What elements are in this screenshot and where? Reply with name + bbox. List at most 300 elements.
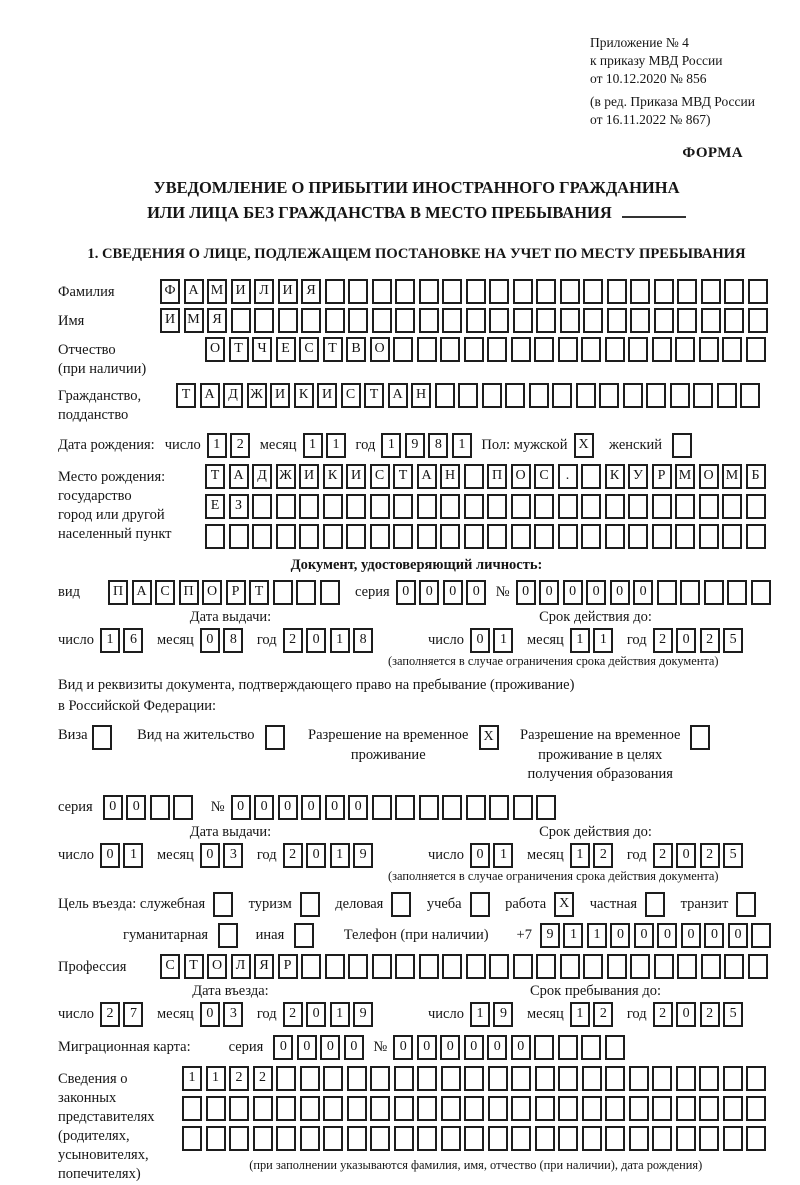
char-cell[interactable]: [205, 524, 225, 549]
char-cell[interactable]: [605, 494, 625, 519]
char-cell[interactable]: [442, 954, 462, 979]
char-cell[interactable]: 2: [700, 1002, 720, 1027]
purpose-business-checkbox[interactable]: [391, 892, 415, 917]
char-cell[interactable]: [300, 1126, 320, 1151]
char-cell[interactable]: 0: [200, 628, 220, 653]
char-cell[interactable]: [372, 954, 392, 979]
char-cell[interactable]: [417, 1126, 437, 1151]
char-cell[interactable]: [722, 524, 742, 549]
char-cell[interactable]: [536, 279, 556, 304]
char-cell[interactable]: [746, 1096, 766, 1121]
char-cell[interactable]: 2: [100, 1002, 120, 1027]
char-cell[interactable]: 0: [634, 923, 654, 948]
char-cell[interactable]: 9: [353, 1002, 373, 1027]
char-cell[interactable]: [470, 892, 490, 917]
char-cell[interactable]: 0: [470, 843, 490, 868]
char-cell[interactable]: [417, 1066, 437, 1091]
char-cell[interactable]: [511, 1066, 531, 1091]
char-cell[interactable]: 0: [470, 628, 490, 653]
char-cell[interactable]: [581, 464, 601, 489]
char-cell[interactable]: [276, 524, 296, 549]
char-cell[interactable]: [419, 279, 439, 304]
char-cell[interactable]: О: [699, 464, 719, 489]
char-cell[interactable]: И: [317, 383, 337, 408]
char-cell[interactable]: И: [231, 279, 251, 304]
char-cell[interactable]: [746, 494, 766, 519]
purpose-study-checkbox[interactable]: [470, 892, 494, 917]
char-cell[interactable]: X: [479, 725, 499, 750]
char-cell[interactable]: 5: [723, 628, 743, 653]
char-cell[interactable]: [751, 923, 771, 948]
char-cell[interactable]: [576, 383, 596, 408]
char-cell[interactable]: А: [417, 464, 437, 489]
char-cell[interactable]: [582, 1096, 602, 1121]
char-cell[interactable]: [323, 1126, 343, 1151]
char-cell[interactable]: Т: [229, 337, 249, 362]
char-cell[interactable]: 2: [283, 843, 303, 868]
char-cell[interactable]: [723, 1066, 743, 1091]
char-cell[interactable]: 0: [443, 580, 463, 605]
char-cell[interactable]: [273, 580, 293, 605]
char-cell[interactable]: [442, 795, 462, 820]
char-cell[interactable]: [654, 279, 674, 304]
char-cell[interactable]: [675, 494, 695, 519]
char-cell[interactable]: [607, 954, 627, 979]
char-cell[interactable]: О: [202, 580, 222, 605]
char-cell[interactable]: [581, 1035, 601, 1060]
char-cell[interactable]: [458, 383, 478, 408]
char-cell[interactable]: 9: [540, 923, 560, 948]
char-cell[interactable]: 0: [586, 580, 606, 605]
char-cell[interactable]: 0: [306, 843, 326, 868]
char-cell[interactable]: Е: [276, 337, 296, 362]
char-cell[interactable]: М: [722, 464, 742, 489]
char-cell[interactable]: 0: [100, 843, 120, 868]
char-cell[interactable]: [487, 337, 507, 362]
char-cell[interactable]: 0: [231, 795, 251, 820]
char-cell[interactable]: П: [108, 580, 128, 605]
char-cell[interactable]: [393, 494, 413, 519]
char-cell[interactable]: М: [184, 308, 204, 333]
char-cell[interactable]: .: [558, 464, 578, 489]
entry-day-boxes[interactable]: [100, 1002, 147, 1027]
char-cell[interactable]: [740, 383, 760, 408]
profession-boxes[interactable]: [160, 954, 771, 979]
purpose-work-checkbox[interactable]: [554, 892, 578, 917]
char-cell[interactable]: [393, 337, 413, 362]
permit-issue-year-boxes[interactable]: [283, 843, 377, 868]
char-cell[interactable]: [487, 524, 507, 549]
char-cell[interactable]: [723, 1126, 743, 1151]
char-cell[interactable]: [581, 494, 601, 519]
char-cell[interactable]: [630, 308, 650, 333]
char-cell[interactable]: [276, 494, 296, 519]
char-cell[interactable]: А: [200, 383, 220, 408]
char-cell[interactable]: [372, 795, 392, 820]
char-cell[interactable]: [276, 1126, 296, 1151]
char-cell[interactable]: [417, 337, 437, 362]
char-cell[interactable]: А: [388, 383, 408, 408]
char-cell[interactable]: 0: [306, 1002, 326, 1027]
char-cell[interactable]: [701, 308, 721, 333]
char-cell[interactable]: [466, 279, 486, 304]
char-cell[interactable]: Д: [223, 383, 243, 408]
char-cell[interactable]: [325, 954, 345, 979]
char-cell[interactable]: 0: [103, 795, 123, 820]
purpose-official-checkbox[interactable]: [213, 892, 237, 917]
char-cell[interactable]: [511, 1126, 531, 1151]
char-cell[interactable]: [581, 524, 601, 549]
char-cell[interactable]: 2: [230, 433, 250, 458]
char-cell[interactable]: [346, 524, 366, 549]
char-cell[interactable]: 0: [325, 795, 345, 820]
char-cell[interactable]: Р: [226, 580, 246, 605]
char-cell[interactable]: 2: [653, 843, 673, 868]
char-cell[interactable]: [391, 892, 411, 917]
char-cell[interactable]: [628, 337, 648, 362]
birth-day-boxes[interactable]: [207, 433, 254, 458]
char-cell[interactable]: Р: [652, 464, 672, 489]
char-cell[interactable]: 2: [283, 1002, 303, 1027]
char-cell[interactable]: [482, 383, 502, 408]
purpose-transit-checkbox[interactable]: [736, 892, 760, 917]
char-cell[interactable]: [717, 383, 737, 408]
char-cell[interactable]: [323, 494, 343, 519]
char-cell[interactable]: [672, 433, 692, 458]
char-cell[interactable]: 1: [587, 923, 607, 948]
char-cell[interactable]: С: [155, 580, 175, 605]
char-cell[interactable]: [370, 524, 390, 549]
char-cell[interactable]: [347, 1066, 367, 1091]
char-cell[interactable]: [552, 383, 572, 408]
char-cell[interactable]: 0: [464, 1035, 484, 1060]
char-cell[interactable]: [536, 795, 556, 820]
char-cell[interactable]: [213, 892, 233, 917]
char-cell[interactable]: [347, 1096, 367, 1121]
char-cell[interactable]: [581, 337, 601, 362]
id-issue-year-boxes[interactable]: [283, 628, 377, 653]
doc-type-boxes[interactable]: [108, 580, 343, 605]
mc-series-boxes[interactable]: [273, 1035, 367, 1060]
char-cell[interactable]: [529, 383, 549, 408]
char-cell[interactable]: [605, 337, 625, 362]
char-cell[interactable]: [704, 580, 724, 605]
char-cell[interactable]: Т: [176, 383, 196, 408]
char-cell[interactable]: У: [628, 464, 648, 489]
purpose-tourism-checkbox[interactable]: [300, 892, 324, 917]
surname-boxes[interactable]: [160, 279, 771, 304]
char-cell[interactable]: [489, 954, 509, 979]
char-cell[interactable]: [488, 1066, 508, 1091]
legal-reps-boxes-2[interactable]: [182, 1096, 770, 1121]
char-cell[interactable]: [699, 1126, 719, 1151]
char-cell[interactable]: [464, 464, 484, 489]
char-cell[interactable]: [701, 954, 721, 979]
id-valid-year-boxes[interactable]: [653, 628, 747, 653]
char-cell[interactable]: [677, 279, 697, 304]
char-cell[interactable]: 0: [273, 1035, 293, 1060]
char-cell[interactable]: [675, 524, 695, 549]
char-cell[interactable]: [511, 494, 531, 519]
char-cell[interactable]: [646, 383, 666, 408]
char-cell[interactable]: [440, 337, 460, 362]
char-cell[interactable]: 1: [493, 628, 513, 653]
given-name-boxes[interactable]: [160, 308, 771, 333]
purpose-other-checkbox[interactable]: [294, 923, 318, 948]
char-cell[interactable]: С: [534, 464, 554, 489]
char-cell[interactable]: [394, 1066, 414, 1091]
permit-valid-year-boxes[interactable]: [653, 843, 747, 868]
char-cell[interactable]: 0: [320, 1035, 340, 1060]
char-cell[interactable]: 0: [200, 843, 220, 868]
char-cell[interactable]: [300, 1096, 320, 1121]
char-cell[interactable]: 1: [570, 843, 590, 868]
char-cell[interactable]: 2: [283, 628, 303, 653]
char-cell[interactable]: 1: [452, 433, 472, 458]
char-cell[interactable]: 1: [123, 843, 143, 868]
char-cell[interactable]: [628, 494, 648, 519]
char-cell[interactable]: 2: [593, 843, 613, 868]
char-cell[interactable]: 0: [297, 1035, 317, 1060]
char-cell[interactable]: [206, 1096, 226, 1121]
permit-issue-month-boxes[interactable]: [200, 843, 247, 868]
char-cell[interactable]: [605, 524, 625, 549]
char-cell[interactable]: [323, 1066, 343, 1091]
char-cell[interactable]: [417, 494, 437, 519]
char-cell[interactable]: [628, 524, 648, 549]
char-cell[interactable]: [558, 1126, 578, 1151]
char-cell[interactable]: [560, 954, 580, 979]
char-cell[interactable]: [511, 1096, 531, 1121]
char-cell[interactable]: Ф: [160, 279, 180, 304]
char-cell[interactable]: [724, 954, 744, 979]
char-cell[interactable]: 0: [728, 923, 748, 948]
char-cell[interactable]: 0: [344, 1035, 364, 1060]
char-cell[interactable]: [746, 1126, 766, 1151]
char-cell[interactable]: К: [294, 383, 314, 408]
char-cell[interactable]: 0: [254, 795, 274, 820]
char-cell[interactable]: [252, 494, 272, 519]
char-cell[interactable]: [629, 1126, 649, 1151]
char-cell[interactable]: [513, 308, 533, 333]
char-cell[interactable]: 0: [440, 1035, 460, 1060]
permit-valid-month-boxes[interactable]: [570, 843, 617, 868]
char-cell[interactable]: [464, 524, 484, 549]
char-cell[interactable]: [583, 308, 603, 333]
char-cell[interactable]: О: [511, 464, 531, 489]
char-cell[interactable]: [440, 494, 460, 519]
char-cell[interactable]: А: [229, 464, 249, 489]
char-cell[interactable]: И: [160, 308, 180, 333]
char-cell[interactable]: 1: [207, 433, 227, 458]
char-cell[interactable]: 1: [330, 1002, 350, 1027]
char-cell[interactable]: [278, 308, 298, 333]
char-cell[interactable]: 1: [100, 628, 120, 653]
char-cell[interactable]: 0: [417, 1035, 437, 1060]
char-cell[interactable]: Н: [411, 383, 431, 408]
char-cell[interactable]: [419, 954, 439, 979]
char-cell[interactable]: [464, 1066, 484, 1091]
char-cell[interactable]: К: [323, 464, 343, 489]
char-cell[interactable]: И: [270, 383, 290, 408]
char-cell[interactable]: [348, 954, 368, 979]
id-valid-month-boxes[interactable]: [570, 628, 617, 653]
char-cell[interactable]: [435, 383, 455, 408]
char-cell[interactable]: 8: [353, 628, 373, 653]
char-cell[interactable]: [558, 494, 578, 519]
char-cell[interactable]: [395, 279, 415, 304]
char-cell[interactable]: [513, 279, 533, 304]
char-cell[interactable]: 1: [493, 843, 513, 868]
char-cell[interactable]: [466, 308, 486, 333]
char-cell[interactable]: [558, 1035, 578, 1060]
char-cell[interactable]: В: [346, 337, 366, 362]
sex-female-checkbox[interactable]: [672, 433, 696, 458]
char-cell[interactable]: А: [184, 279, 204, 304]
id-series-boxes[interactable]: [396, 580, 490, 605]
char-cell[interactable]: 9: [493, 1002, 513, 1027]
char-cell[interactable]: 9: [353, 843, 373, 868]
char-cell[interactable]: 8: [428, 433, 448, 458]
char-cell[interactable]: И: [346, 464, 366, 489]
char-cell[interactable]: [724, 308, 744, 333]
entry-month-boxes[interactable]: [200, 1002, 247, 1027]
permit-number-boxes[interactable]: [231, 795, 560, 820]
char-cell[interactable]: [722, 494, 742, 519]
char-cell[interactable]: [677, 308, 697, 333]
char-cell[interactable]: 0: [419, 580, 439, 605]
char-cell[interactable]: [372, 279, 392, 304]
char-cell[interactable]: 1: [593, 628, 613, 653]
char-cell[interactable]: [419, 308, 439, 333]
char-cell[interactable]: [607, 308, 627, 333]
char-cell[interactable]: [253, 1096, 273, 1121]
char-cell[interactable]: [299, 524, 319, 549]
char-cell[interactable]: [582, 1066, 602, 1091]
purpose-humanitarian-checkbox[interactable]: [218, 923, 242, 948]
char-cell[interactable]: [535, 1066, 555, 1091]
id-valid-day-boxes[interactable]: [470, 628, 517, 653]
char-cell[interactable]: [558, 1096, 578, 1121]
char-cell[interactable]: [605, 1096, 625, 1121]
char-cell[interactable]: [535, 1096, 555, 1121]
char-cell[interactable]: 0: [393, 1035, 413, 1060]
char-cell[interactable]: [629, 1096, 649, 1121]
char-cell[interactable]: 9: [405, 433, 425, 458]
char-cell[interactable]: [693, 383, 713, 408]
char-cell[interactable]: [652, 524, 672, 549]
char-cell[interactable]: X: [574, 433, 594, 458]
char-cell[interactable]: [299, 494, 319, 519]
char-cell[interactable]: [464, 1126, 484, 1151]
temp-permit-edu-checkbox[interactable]: [690, 725, 714, 750]
char-cell[interactable]: [513, 795, 533, 820]
phone-boxes[interactable]: [540, 923, 775, 948]
char-cell[interactable]: О: [207, 954, 227, 979]
char-cell[interactable]: [736, 892, 756, 917]
char-cell[interactable]: [441, 1096, 461, 1121]
char-cell[interactable]: [599, 383, 619, 408]
mc-number-boxes[interactable]: [393, 1035, 628, 1060]
char-cell[interactable]: Т: [364, 383, 384, 408]
char-cell[interactable]: [370, 1126, 390, 1151]
char-cell[interactable]: 1: [303, 433, 323, 458]
char-cell[interactable]: [511, 524, 531, 549]
char-cell[interactable]: [534, 524, 554, 549]
char-cell[interactable]: [323, 524, 343, 549]
char-cell[interactable]: [301, 308, 321, 333]
char-cell[interactable]: [723, 1096, 743, 1121]
char-cell[interactable]: [654, 308, 674, 333]
char-cell[interactable]: [441, 1126, 461, 1151]
char-cell[interactable]: Я: [254, 954, 274, 979]
char-cell[interactable]: С: [160, 954, 180, 979]
stay-month-boxes[interactable]: [570, 1002, 617, 1027]
char-cell[interactable]: 1: [330, 628, 350, 653]
char-cell[interactable]: 0: [657, 923, 677, 948]
char-cell[interactable]: [676, 1126, 696, 1151]
char-cell[interactable]: 0: [610, 923, 630, 948]
char-cell[interactable]: [645, 892, 665, 917]
char-cell[interactable]: [417, 524, 437, 549]
char-cell[interactable]: Т: [249, 580, 269, 605]
char-cell[interactable]: [370, 1066, 390, 1091]
char-cell[interactable]: [229, 524, 249, 549]
char-cell[interactable]: X: [554, 892, 574, 917]
char-cell[interactable]: [417, 1096, 437, 1121]
char-cell[interactable]: З: [229, 494, 249, 519]
char-cell[interactable]: 8: [223, 628, 243, 653]
char-cell[interactable]: 0: [633, 580, 653, 605]
char-cell[interactable]: [301, 954, 321, 979]
char-cell[interactable]: [231, 308, 251, 333]
char-cell[interactable]: [690, 725, 710, 750]
char-cell[interactable]: 1: [381, 433, 401, 458]
char-cell[interactable]: [294, 923, 314, 948]
char-cell[interactable]: [535, 1126, 555, 1151]
char-cell[interactable]: [320, 580, 340, 605]
char-cell[interactable]: [605, 1126, 625, 1151]
char-cell[interactable]: [300, 892, 320, 917]
char-cell[interactable]: 3: [223, 843, 243, 868]
char-cell[interactable]: [605, 1035, 625, 1060]
char-cell[interactable]: [607, 279, 627, 304]
char-cell[interactable]: 0: [301, 795, 321, 820]
char-cell[interactable]: 0: [676, 843, 696, 868]
char-cell[interactable]: Е: [205, 494, 225, 519]
char-cell[interactable]: [727, 580, 747, 605]
char-cell[interactable]: [300, 1066, 320, 1091]
citizenship-boxes[interactable]: [176, 383, 764, 408]
char-cell[interactable]: [701, 279, 721, 304]
char-cell[interactable]: 0: [610, 580, 630, 605]
char-cell[interactable]: [276, 1066, 296, 1091]
birth-place-boxes-3[interactable]: [205, 524, 769, 549]
char-cell[interactable]: [652, 337, 672, 362]
char-cell[interactable]: [488, 1126, 508, 1151]
char-cell[interactable]: [466, 954, 486, 979]
char-cell[interactable]: 1: [570, 628, 590, 653]
char-cell[interactable]: 0: [676, 1002, 696, 1027]
char-cell[interactable]: [325, 279, 345, 304]
id-issue-month-boxes[interactable]: [200, 628, 247, 653]
birth-place-boxes-2[interactable]: [205, 494, 769, 519]
char-cell[interactable]: [372, 308, 392, 333]
char-cell[interactable]: [657, 580, 677, 605]
char-cell[interactable]: 2: [653, 1002, 673, 1027]
char-cell[interactable]: 7: [123, 1002, 143, 1027]
char-cell[interactable]: [699, 1066, 719, 1091]
